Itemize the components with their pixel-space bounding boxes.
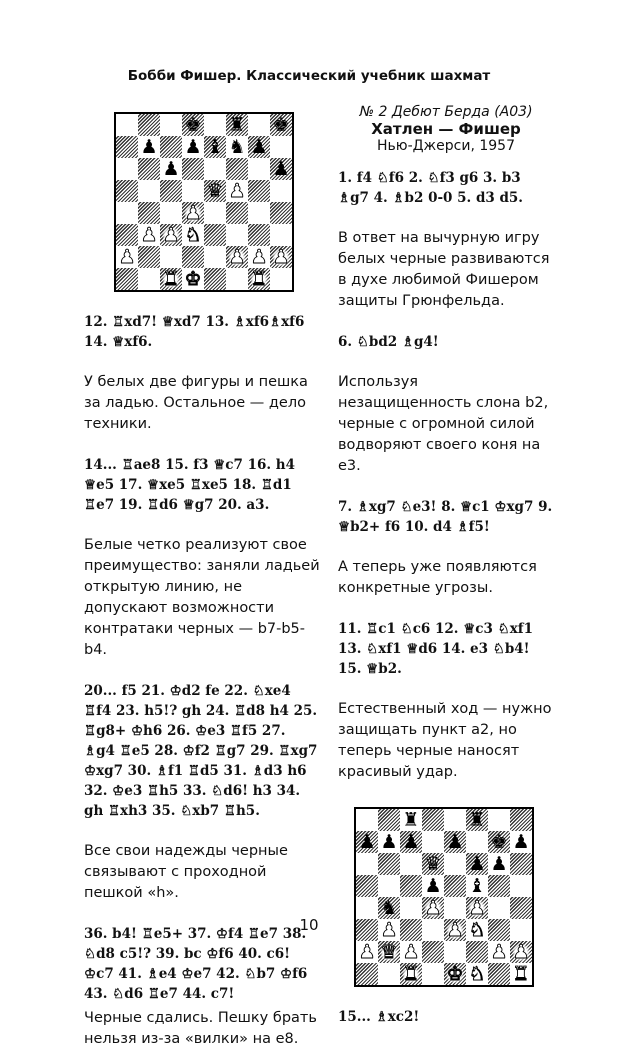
white-rook-icon: ♜	[402, 962, 420, 985]
board-square	[182, 158, 204, 180]
board-square	[116, 224, 138, 246]
board-square	[378, 941, 400, 963]
board-square	[116, 202, 138, 224]
board-square	[400, 853, 422, 875]
board-square	[182, 224, 204, 246]
black-pawn-icon: ♟	[402, 830, 420, 853]
board-square	[422, 963, 444, 985]
white-pawn-icon: ♟	[228, 179, 246, 202]
board-square	[466, 853, 488, 875]
moves-36-44: 36. b4! ♖e5+ 37. ♔f4 ♖e7 38. ♘d8 c5!? 39. bc ♔f6 40. c6! ♔c7 41. ♗e4 ♔e7 42. ♘b7 ♔f6 43. ♘d6 ♖e7 44. c7!	[84, 926, 308, 1002]
black-pawn-icon: ♟	[358, 830, 376, 853]
board-square	[182, 180, 204, 202]
white-pawn-icon: ♟	[184, 201, 202, 224]
board-square	[422, 853, 444, 875]
board-square	[160, 268, 182, 290]
board-square	[466, 809, 488, 831]
moves-7-10: 7. ♗xg7 ♘e3! 8. ♕c1 ♔xg7 9. ♕b2+ f6 10. d4 ♗f5!	[338, 499, 553, 535]
white-knight-icon: ♞	[468, 918, 486, 941]
black-pawn-icon: ♟	[490, 852, 508, 875]
black-knight-icon: ♞	[380, 896, 398, 919]
board-square	[422, 831, 444, 853]
commentary-3: Все свои надежды черные связывают с проходной пешкой «h».	[84, 843, 288, 901]
board-square	[160, 158, 182, 180]
white-rook-icon: ♜	[250, 267, 268, 290]
board-square	[270, 202, 292, 224]
board-square	[270, 246, 292, 268]
moves-15-final: 15... ♗xc2!	[338, 1009, 420, 1025]
board-square	[204, 246, 226, 268]
board-square	[182, 136, 204, 158]
commentary-1: У белых две фигуры и пешка за ладью. Остальное — дело техники.	[84, 374, 308, 432]
black-rook-icon: ♜	[228, 113, 246, 136]
chess-diagram-left	[114, 112, 294, 292]
black-king-icon: ♚	[490, 830, 508, 853]
white-pawn-icon: ♟	[468, 896, 486, 919]
black-rook-icon: ♜	[468, 808, 486, 831]
game-place: Нью-Джерси, 1957	[377, 138, 515, 154]
board-square	[138, 224, 160, 246]
board-square	[138, 180, 160, 202]
board-square	[116, 114, 138, 136]
board-square	[378, 919, 400, 941]
board-square	[466, 941, 488, 963]
board-square	[226, 180, 248, 202]
board-square	[400, 941, 422, 963]
board-square	[226, 136, 248, 158]
board-square	[204, 202, 226, 224]
black-rook-icon: ♜	[402, 808, 420, 831]
board-square	[400, 809, 422, 831]
board-square	[204, 268, 226, 290]
board-square	[116, 268, 138, 290]
board-square	[466, 919, 488, 941]
board-square	[182, 202, 204, 224]
black-pawn-icon: ♟	[140, 135, 158, 158]
white-pawn-icon: ♟	[250, 245, 268, 268]
board-square	[270, 158, 292, 180]
board-square	[138, 202, 160, 224]
black-pawn-icon: ♟	[512, 830, 530, 853]
board-square	[160, 180, 182, 202]
board-square	[510, 831, 532, 853]
board-square	[466, 963, 488, 985]
board-square	[204, 180, 226, 202]
board-square	[378, 963, 400, 985]
board-square	[356, 853, 378, 875]
white-knight-icon: ♞	[468, 962, 486, 985]
white-pawn-icon: ♟	[272, 245, 290, 268]
board-square	[226, 202, 248, 224]
board-square	[356, 941, 378, 963]
black-bishop-icon: ♝	[468, 874, 486, 897]
white-pawn-icon: ♟	[118, 245, 136, 268]
board-square	[226, 114, 248, 136]
black-pawn-icon: ♟	[162, 157, 180, 180]
white-rook-icon: ♜	[512, 962, 530, 985]
board-square	[270, 136, 292, 158]
board-square	[422, 875, 444, 897]
white-king-icon: ♚	[184, 267, 202, 290]
board-square	[182, 268, 204, 290]
board-square	[488, 809, 510, 831]
board-square	[422, 941, 444, 963]
black-king-icon: ♚	[184, 113, 202, 136]
white-knight-icon: ♞	[184, 223, 202, 246]
white-pawn-icon: ♟	[380, 918, 398, 941]
board-square	[444, 941, 466, 963]
board-square	[138, 246, 160, 268]
board-square	[444, 963, 466, 985]
board-square	[422, 809, 444, 831]
board-square	[510, 963, 532, 985]
board-square	[226, 268, 248, 290]
chess-diagram-right	[354, 807, 534, 987]
board-square	[248, 246, 270, 268]
board-square	[138, 268, 160, 290]
white-pawn-icon: ♟	[162, 223, 180, 246]
board-square	[378, 875, 400, 897]
board-square	[466, 897, 488, 919]
board-square	[444, 831, 466, 853]
white-pawn-icon: ♟	[358, 940, 376, 963]
board-square	[248, 180, 270, 202]
board-square	[160, 202, 182, 224]
board-square	[204, 158, 226, 180]
board-square	[116, 180, 138, 202]
board-square	[400, 963, 422, 985]
white-rook-icon: ♜	[162, 267, 180, 290]
board-square	[488, 875, 510, 897]
black-knight-icon: ♞	[228, 135, 246, 158]
black-pawn-icon: ♟	[272, 157, 290, 180]
commentary-6: Используя незащищенность слона b2, черные с огромной силой водворяют своего коня на е3.	[338, 374, 549, 474]
board-square	[378, 897, 400, 919]
board-square	[510, 853, 532, 875]
moves-1-5: 1. f4 ♘f6 2. ♘f3 g6 3. b3 ♗g7 4. ♗b2 0-0 5. d3 d5.	[338, 170, 524, 206]
game-number: № 2 Дебют Берда (A03)	[359, 104, 533, 120]
board-square	[510, 941, 532, 963]
commentary-2: Белые четко реализуют свое преимущество: заняли ладьей открытую линию, не допускают возможности контратаки черных — b7-b5-b4.	[84, 537, 320, 658]
white-king-icon: ♚	[446, 962, 464, 985]
black-pawn-icon: ♟	[446, 830, 464, 853]
board-square	[226, 158, 248, 180]
running-header: Бобби Фишер. Классический учебник шахмат	[127, 68, 491, 84]
commentary-7: А теперь уже появляются конкретные угрозы.	[338, 559, 537, 596]
black-queen-icon: ♛	[206, 179, 224, 202]
board-square	[204, 114, 226, 136]
board-square	[248, 158, 270, 180]
white-pawn-icon: ♟	[446, 918, 464, 941]
board-square	[488, 831, 510, 853]
moves-6: 6. ♘bd2 ♗g4!	[338, 334, 439, 350]
board-square	[510, 809, 532, 831]
commentary-8: Естественный ход — нужно защищать пункт а2, но теперь черные наносят красивый удар.	[338, 701, 552, 780]
board-square	[466, 875, 488, 897]
board-square	[488, 963, 510, 985]
board-square	[488, 941, 510, 963]
board-square	[400, 831, 422, 853]
board-square	[226, 246, 248, 268]
board-square	[116, 136, 138, 158]
board-square	[248, 202, 270, 224]
moves-11-15: 11. ♖c1 ♘c6 12. ♕c3 ♘xf1 13. ♘xf1 ♕d6 14. e3 ♘b4! 15. ♕b2.	[338, 621, 533, 677]
black-king-icon: ♚	[272, 113, 290, 136]
board-square	[510, 875, 532, 897]
black-pawn-icon: ♟	[468, 852, 486, 875]
board-square	[226, 224, 248, 246]
black-bishop-icon: ♝	[206, 135, 224, 158]
black-pawn-icon: ♟	[380, 830, 398, 853]
page-number: 10	[299, 916, 319, 934]
white-pawn-icon: ♟	[402, 940, 420, 963]
board-square	[466, 831, 488, 853]
board-square	[204, 224, 226, 246]
board-square	[488, 853, 510, 875]
game-heading	[338, 104, 554, 154]
board-square	[400, 875, 422, 897]
board-square	[116, 158, 138, 180]
board-square	[138, 158, 160, 180]
moves-14-20: 14... ♖ae8 15. f3 ♕c7 16. h4 ♕e5 17. ♕xe5 ♖xe5 18. ♖d1 ♖e7 19. ♖d6 ♕g7 20. a3.	[84, 457, 296, 513]
board-square	[270, 180, 292, 202]
board-square	[160, 224, 182, 246]
white-pawn-icon: ♟	[490, 940, 508, 963]
board-square	[248, 224, 270, 246]
black-pawn-icon: ♟	[424, 874, 442, 897]
board-square	[444, 809, 466, 831]
board-square	[160, 136, 182, 158]
board-square	[444, 919, 466, 941]
board-square	[248, 268, 270, 290]
left-column	[84, 104, 320, 1050]
board-square	[356, 809, 378, 831]
board-square	[270, 114, 292, 136]
black-queen-icon: ♛	[424, 852, 442, 875]
commentary-5: В ответ на вычурную игру белых черные развиваются в духе любимой Фишером защиты Грюнфельда.	[338, 230, 550, 309]
board-square	[182, 114, 204, 136]
right-column	[338, 104, 554, 1027]
board-square	[204, 136, 226, 158]
board-square	[116, 246, 138, 268]
board-square	[182, 246, 204, 268]
board-square	[356, 963, 378, 985]
board-square	[160, 246, 182, 268]
black-pawn-icon: ♟	[184, 135, 202, 158]
board-square	[270, 268, 292, 290]
white-queen-icon: ♛	[380, 940, 398, 963]
board-square	[378, 809, 400, 831]
board-square	[138, 114, 160, 136]
board-square	[138, 136, 160, 158]
commentary-4: Черные сдались. Пешку брать нельзя из-за «вилки» на е8.	[84, 1010, 317, 1047]
white-pawn-icon: ♟	[228, 245, 246, 268]
board-square	[422, 897, 444, 919]
moves-20-35: 20... f5 21. ♔d2 fe 22. ♘xe4 ♖f4 23. h5!? gh 24. ♖d8 h4 25. ♖g8+ ♔h6 26. ♔e3 ♖f5 27. ♗g4 ♖e5 28. ♔f2 ♖g7 29. ♖xg7 ♔xg7 30. ♗f1 ♖d5 31. ♗d3 h6 32. ♔e3 ♖h5 33. ♘d6! h3 34. gh ♖xh3 35. ♘xb7 ♖h5.	[84, 683, 318, 819]
white-pawn-icon: ♟	[140, 223, 158, 246]
board-square	[248, 114, 270, 136]
board-square	[270, 224, 292, 246]
moves-12-14: 12. ♖xd7! ♕xd7 13. ♗xf6♗xf6 14. ♕xf6.	[84, 314, 305, 350]
game-players: Хатлен — Фишер	[371, 120, 521, 138]
board-square	[356, 875, 378, 897]
board-square	[444, 875, 466, 897]
board-square	[356, 831, 378, 853]
white-pawn-icon: ♟	[512, 940, 530, 963]
board-square	[248, 136, 270, 158]
board-square	[378, 831, 400, 853]
white-pawn-icon: ♟	[424, 896, 442, 919]
board-square	[444, 853, 466, 875]
black-pawn-icon: ♟	[250, 135, 268, 158]
board-square	[378, 853, 400, 875]
board-square	[160, 114, 182, 136]
